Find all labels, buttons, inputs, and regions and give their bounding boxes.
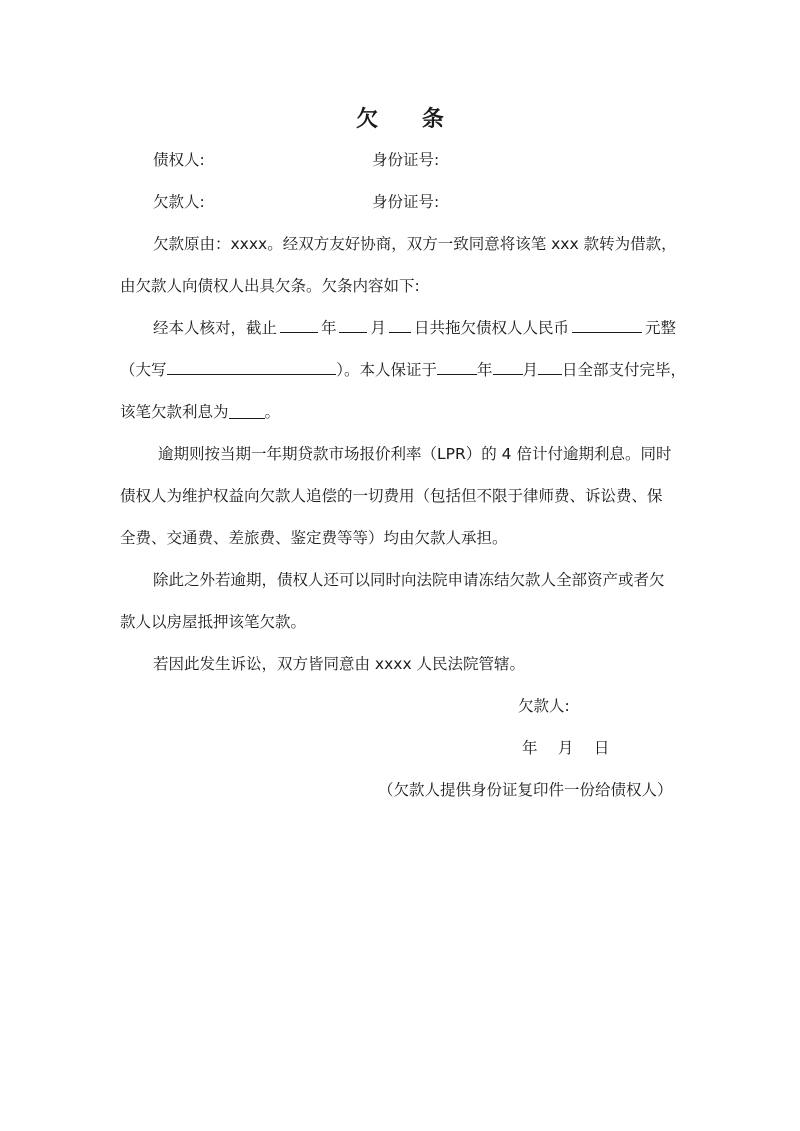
overdue-line-2: 债权人为维护权益向欠款人追偿的一切费用（包括但不限于律师费、诉讼费、保: [120, 487, 663, 505]
blank-day-2: [538, 358, 562, 375]
creditor-id-label: 身份证号:: [372, 151, 440, 169]
freeze-line-2: 款人以房屋抵押该笔欠款。: [120, 613, 307, 631]
blank-amount-capital: [167, 358, 337, 375]
blank-day-1: [389, 316, 411, 333]
reason-line-1: 欠款原由：xxxx。经双方友好协商，双方一致同意将该笔 xxx 款转为借款，: [153, 235, 677, 253]
verify-text-1: 经本人核对，截止: [153, 319, 278, 337]
verify-text-2: 年: [320, 319, 337, 337]
signature-date: 年 月 日: [522, 739, 610, 757]
overdue-line-3: 全费、交通费、差旅费、鉴定费等等）均由欠款人承担。: [120, 529, 508, 547]
blank-month-2: [493, 358, 523, 375]
blank-year-1: [280, 316, 318, 333]
interest-line: [120, 400, 690, 424]
debtor-label: 欠款人:: [153, 193, 205, 211]
verify-text-5: 元整: [644, 319, 676, 337]
interest-end: 。: [264, 403, 281, 421]
id-copy-note: （欠款人提供身份证复印件一份给债权人）: [378, 781, 673, 799]
verify2-text-4: 月: [522, 361, 539, 379]
verify-line-1: [153, 316, 676, 340]
verify2-text-1: （大写: [120, 361, 167, 379]
verify2-text-3: 年: [477, 361, 493, 379]
overdue-line-1: 逾期则按当期一年期贷款市场报价利率（LPR）的 4 倍计付逾期利息。同时: [158, 445, 672, 463]
court-line: 若因此发生诉讼，双方皆同意由 xxxx 人民法院管辖。: [153, 655, 526, 673]
verify-line-2: [120, 358, 686, 382]
reason-line-2: 由欠款人向债权人出具欠条。欠条内容如下:: [120, 277, 420, 295]
blank-amount: [572, 316, 642, 333]
verify2-text-5: 日全部支付完毕，: [561, 361, 686, 379]
verify-text-3: 月: [370, 319, 386, 337]
document-title: 欠 条: [356, 107, 462, 132]
verify-text-4: 日共拖欠债权人人民币: [413, 319, 569, 337]
debtor-id-label: 身份证号:: [372, 193, 440, 211]
blank-interest: [229, 402, 265, 419]
signature-debtor-label: 欠款人:: [518, 697, 570, 715]
interest-text: 该笔欠款利息为: [120, 403, 229, 421]
blank-month-1: [339, 316, 367, 333]
creditor-label: 债权人:: [153, 151, 205, 169]
blank-year-2: [437, 358, 477, 375]
verify2-text-2: ）。本人保证于: [336, 361, 438, 379]
freeze-line-1: 除此之外若逾期，债权人还可以同时向法院申请冻结欠款人全部资产或者欠: [153, 571, 665, 589]
